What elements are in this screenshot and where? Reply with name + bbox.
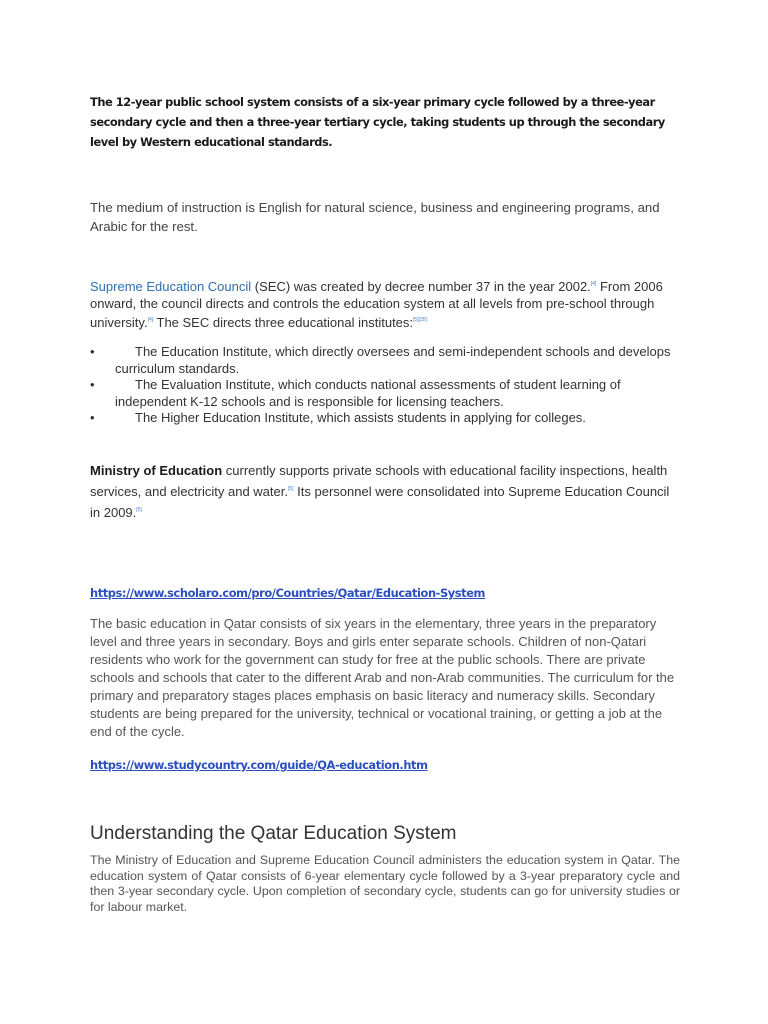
footnote-ref[interactable]: [5]: [136, 507, 142, 513]
medium-of-instruction-paragraph: The medium of instruction is English for natural science, business and engineering programs, and Arabic for the rest.: [90, 200, 660, 234]
understanding-paragraph: The Ministry of Education and Supreme Education Council administers the education system in Qatar. The education system of Qatar consists of 6-year elementary cycle followed by a 3-year preparatory cycle and then 3-year secondary cycle. Upon completion of secondary cycle, students can go for university studies or for labour market.: [90, 853, 680, 914]
bullet-icon: •: [90, 377, 95, 392]
ministry-paragraph: [90, 462, 680, 522]
studycountry-link[interactable]: https://www.studycountry.com/guide/QA-education.htm: [90, 758, 428, 772]
list-item: [90, 344, 690, 377]
bullet-icon: •: [90, 344, 95, 359]
school-system-paragraph: The 12-year public school system consists of a six-year primary cycle followed by a three-year secondary cycle and then a three-year tertiary cycle, taking students up through the secondary level by Western educational standards.: [90, 95, 665, 149]
sec-text-3: The SEC directs three educational institutes:: [153, 315, 414, 330]
sec-paragraph: [90, 276, 680, 331]
footnote-ref[interactable]: [4]: [147, 317, 154, 323]
footnote-ref[interactable]: [5][35]: [413, 317, 427, 323]
list-item: [90, 410, 690, 427]
list-item-text: The Evaluation Institute, which conducts national assessments of student learning of independent K-12 schools and is responsible for licensing teachers.: [115, 377, 621, 409]
supreme-education-council-link[interactable]: Supreme Education Council: [90, 279, 252, 294]
scholaro-link[interactable]: https://www.scholaro.com/pro/Countries/Qatar/Education-System: [90, 586, 486, 600]
list-item-text: The Education Institute, which directly oversees and semi-independent schools and develops curriculum standards.: [115, 344, 671, 376]
ministry-of-education-label: Ministry of Education: [90, 463, 223, 478]
list-item-text: The Higher Education Institute, which assists students in applying for colleges.: [135, 410, 586, 425]
ministry-text-2: Its personnel were consolidated into Supreme Education Council in 2009.: [90, 484, 670, 520]
bullet-icon: •: [90, 410, 95, 425]
footnote-ref[interactable]: [5]: [287, 486, 294, 492]
basic-education-paragraph: The basic education in Qatar consists of six years in the elementary, three years in the preparatory level and three years in secondary. Boys and girls enter separate schools. Children of non-Qatari residents who work for the government can study for free at the public schools. There are private schools and schools that cater to the different Arab and non-Arab communities. The curriculum for the primary and preparatory stages places emphasis on basic literacy and numeracy skills. Secondary students are being prepared for the university, technical or vocational training, or getting a job at the end of the cycle.: [90, 616, 675, 739]
ministry-text-1: currently supports private schools with educational facility inspections, health services, and electricity and water.: [90, 463, 668, 499]
sec-text-1: (SEC) was created by decree number 37 in the year 2002.: [251, 279, 591, 294]
section-heading: Understanding the Qatar Education System: [90, 823, 457, 844]
footnote-ref[interactable]: [4]: [590, 281, 597, 287]
institutes-list: [90, 344, 690, 427]
list-item: [90, 377, 690, 410]
sec-text-2: From 2006 onward, the council directs and controls the education system at all levels from pre-school through university.: [90, 279, 663, 330]
